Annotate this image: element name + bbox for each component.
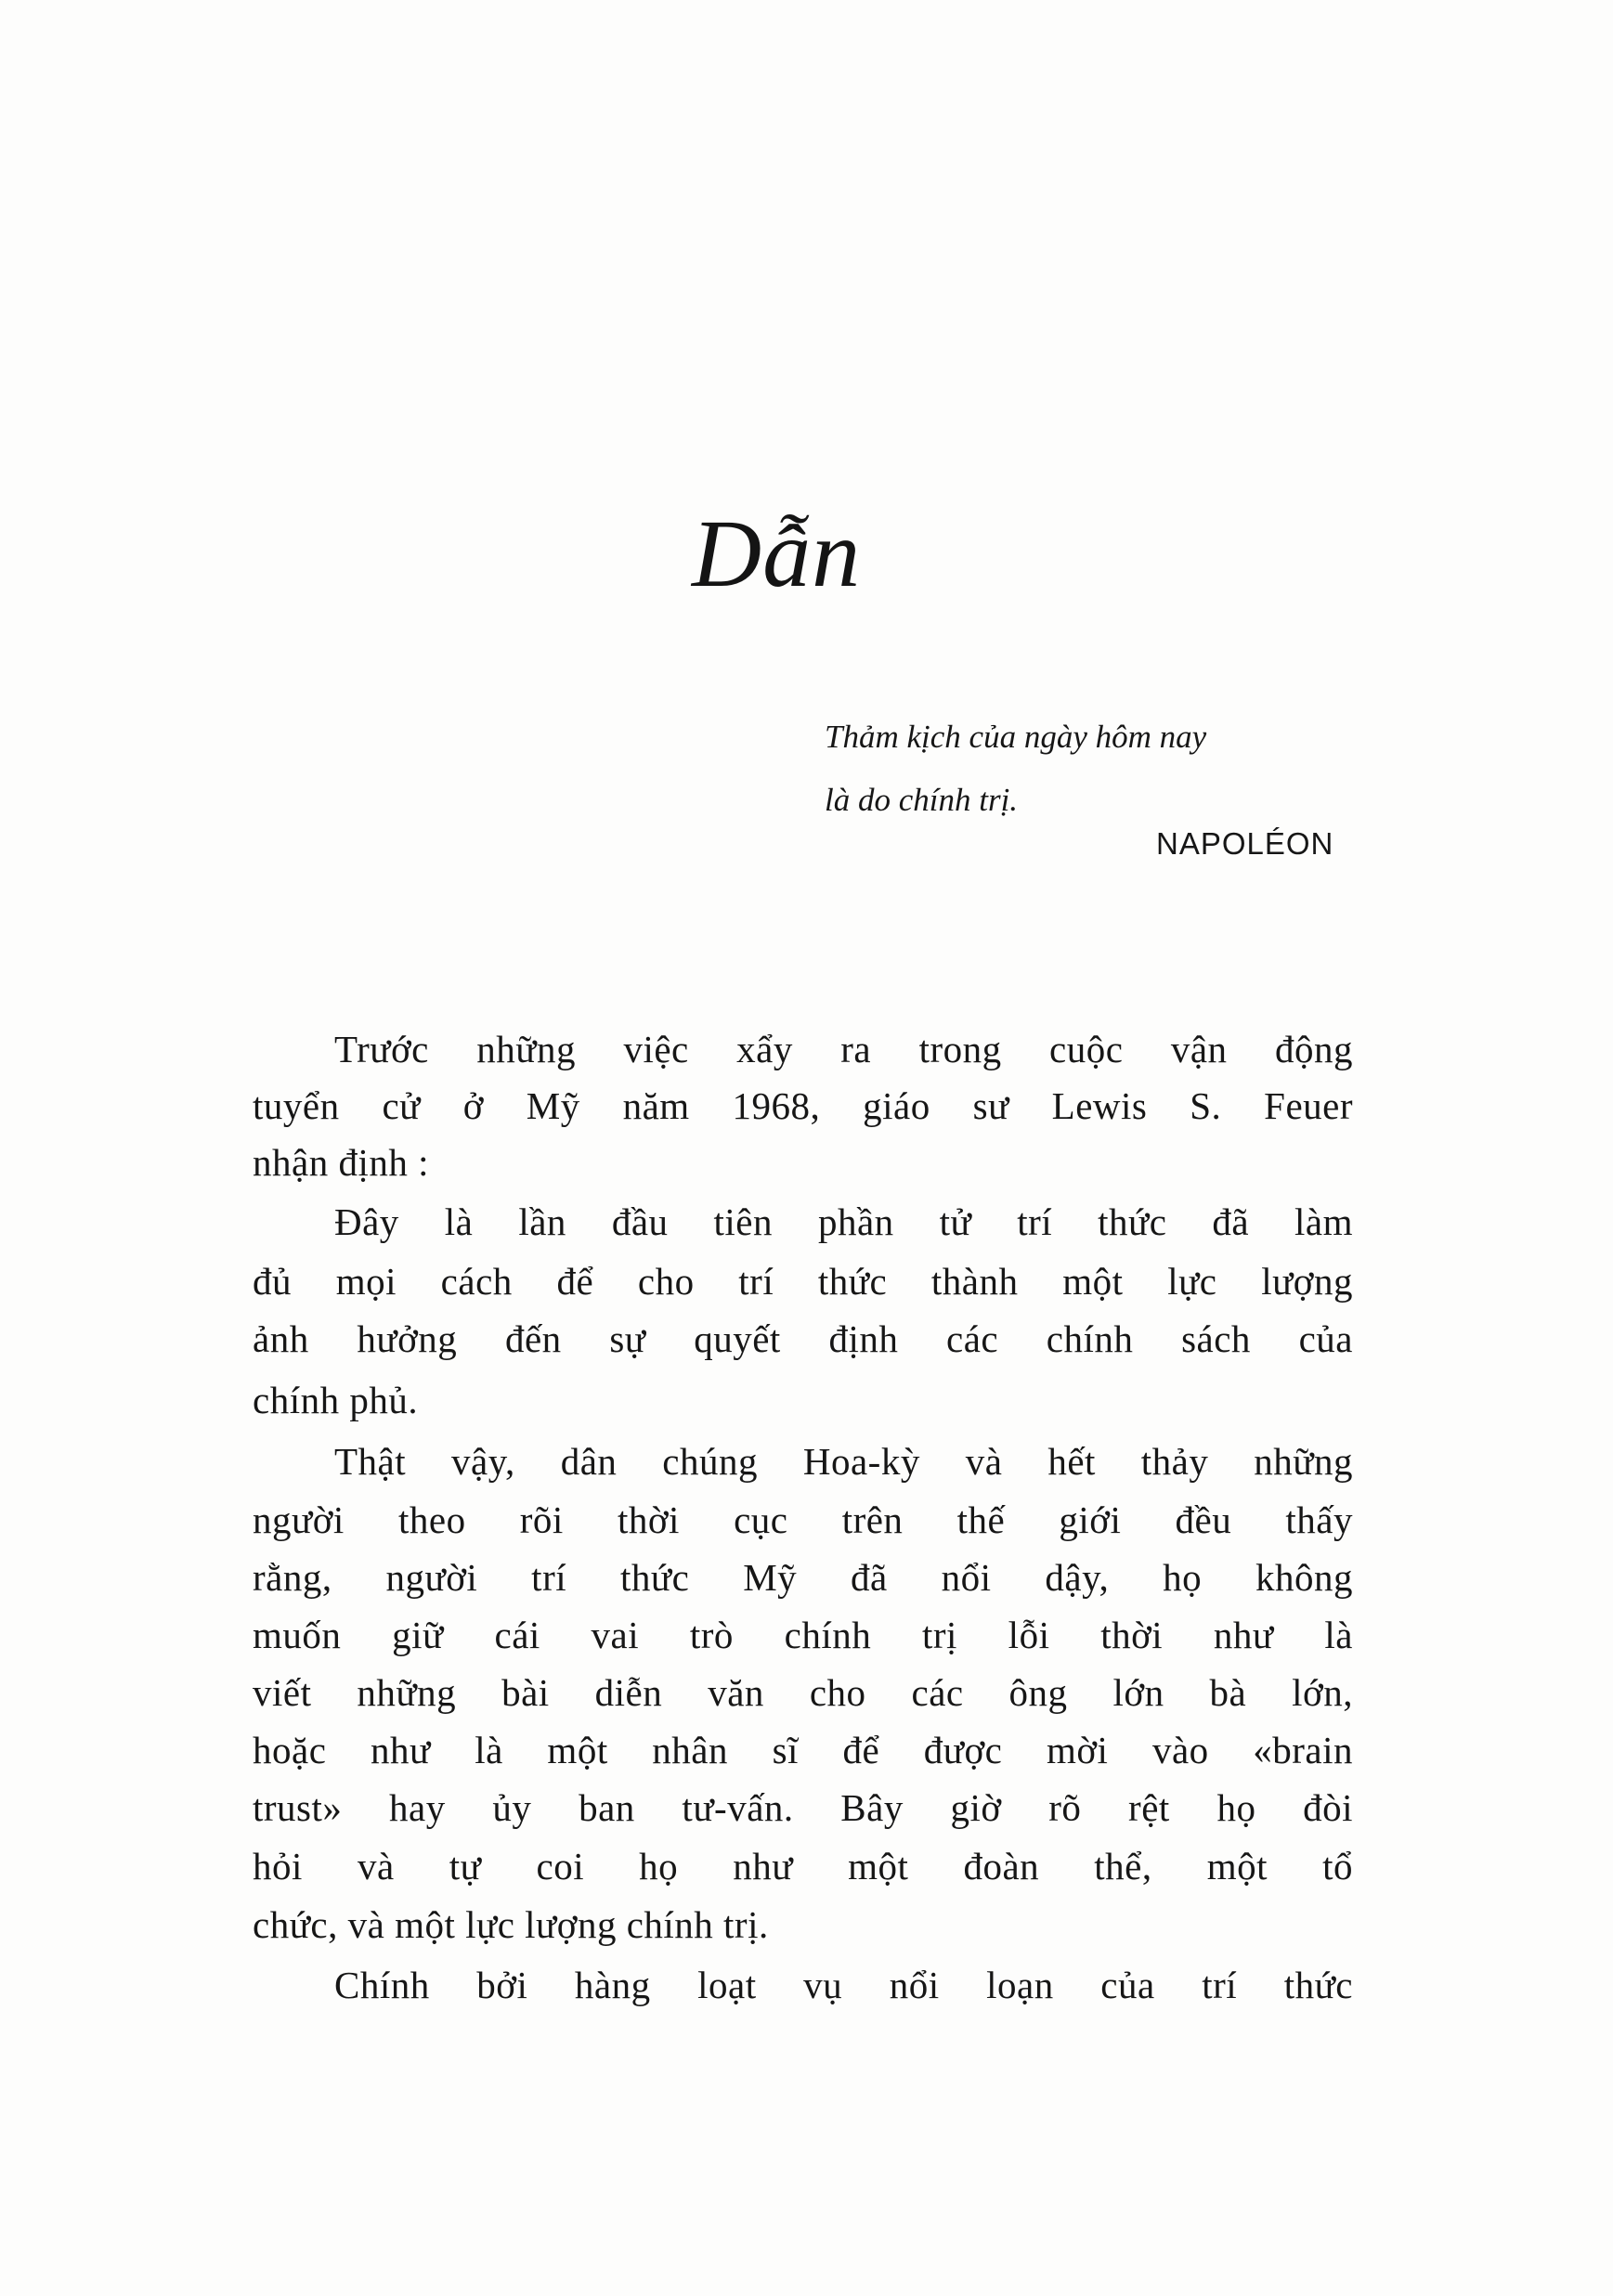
text-line: viết những bài diễn văn cho các ông lớn bà lớn, <box>253 1671 1353 1714</box>
text-line: muốn giữ cái vai trò chính trị lỗi thời như là <box>253 1614 1353 1656</box>
text-line: tuyển cử ở Mỹ năm 1968, giáo sư Lewis S. Feuer <box>253 1084 1353 1127</box>
text-line: đủ mọi cách để cho trí thức thành một lực lượng <box>253 1260 1353 1303</box>
text-line: hỏi và tự coi họ như một đoàn thể, một tổ <box>253 1845 1353 1887</box>
text-line: Trước những việc xẩy ra trong cuộc vận động <box>334 1028 1353 1070</box>
text-line: Thật vậy, dân chúng Hoa-kỳ và hết thảy những <box>334 1440 1353 1483</box>
text-line: Đây là lần đầu tiên phần tử trí thức đã làm <box>334 1200 1353 1243</box>
epigraph-author: NAPOLÉON <box>1156 826 1334 861</box>
text-line: chính phủ. <box>253 1379 419 1421</box>
epigraph <box>825 706 1345 832</box>
epigraph-line: Thảm kịch của ngày hôm nay <box>825 719 1207 755</box>
text-line: chức, và một lực lượng chính trị. <box>253 1903 769 1946</box>
text-line: ảnh hưởng đến sự quyết định các chính sách của <box>253 1317 1353 1360</box>
text-line: rằng, người trí thức Mỹ đã nổi dậy, họ không <box>253 1556 1353 1599</box>
text-line: trust» hay ủy ban tư-vấn. Bây giờ rõ rệt họ đòi <box>253 1786 1353 1829</box>
text-line: người theo rõi thời cục trên thế giới đều thấy <box>253 1498 1353 1541</box>
chapter-title: Dẫn <box>692 500 862 607</box>
text-line: Chính bởi hàng loạt vụ nổi loạn của trí thức <box>334 1964 1353 2006</box>
text-line: hoặc như là một nhân sĩ để được mời vào «brain <box>253 1729 1353 1771</box>
text-line: nhận định : <box>253 1141 429 1184</box>
epigraph-line: là do chính trị. <box>825 782 1019 818</box>
